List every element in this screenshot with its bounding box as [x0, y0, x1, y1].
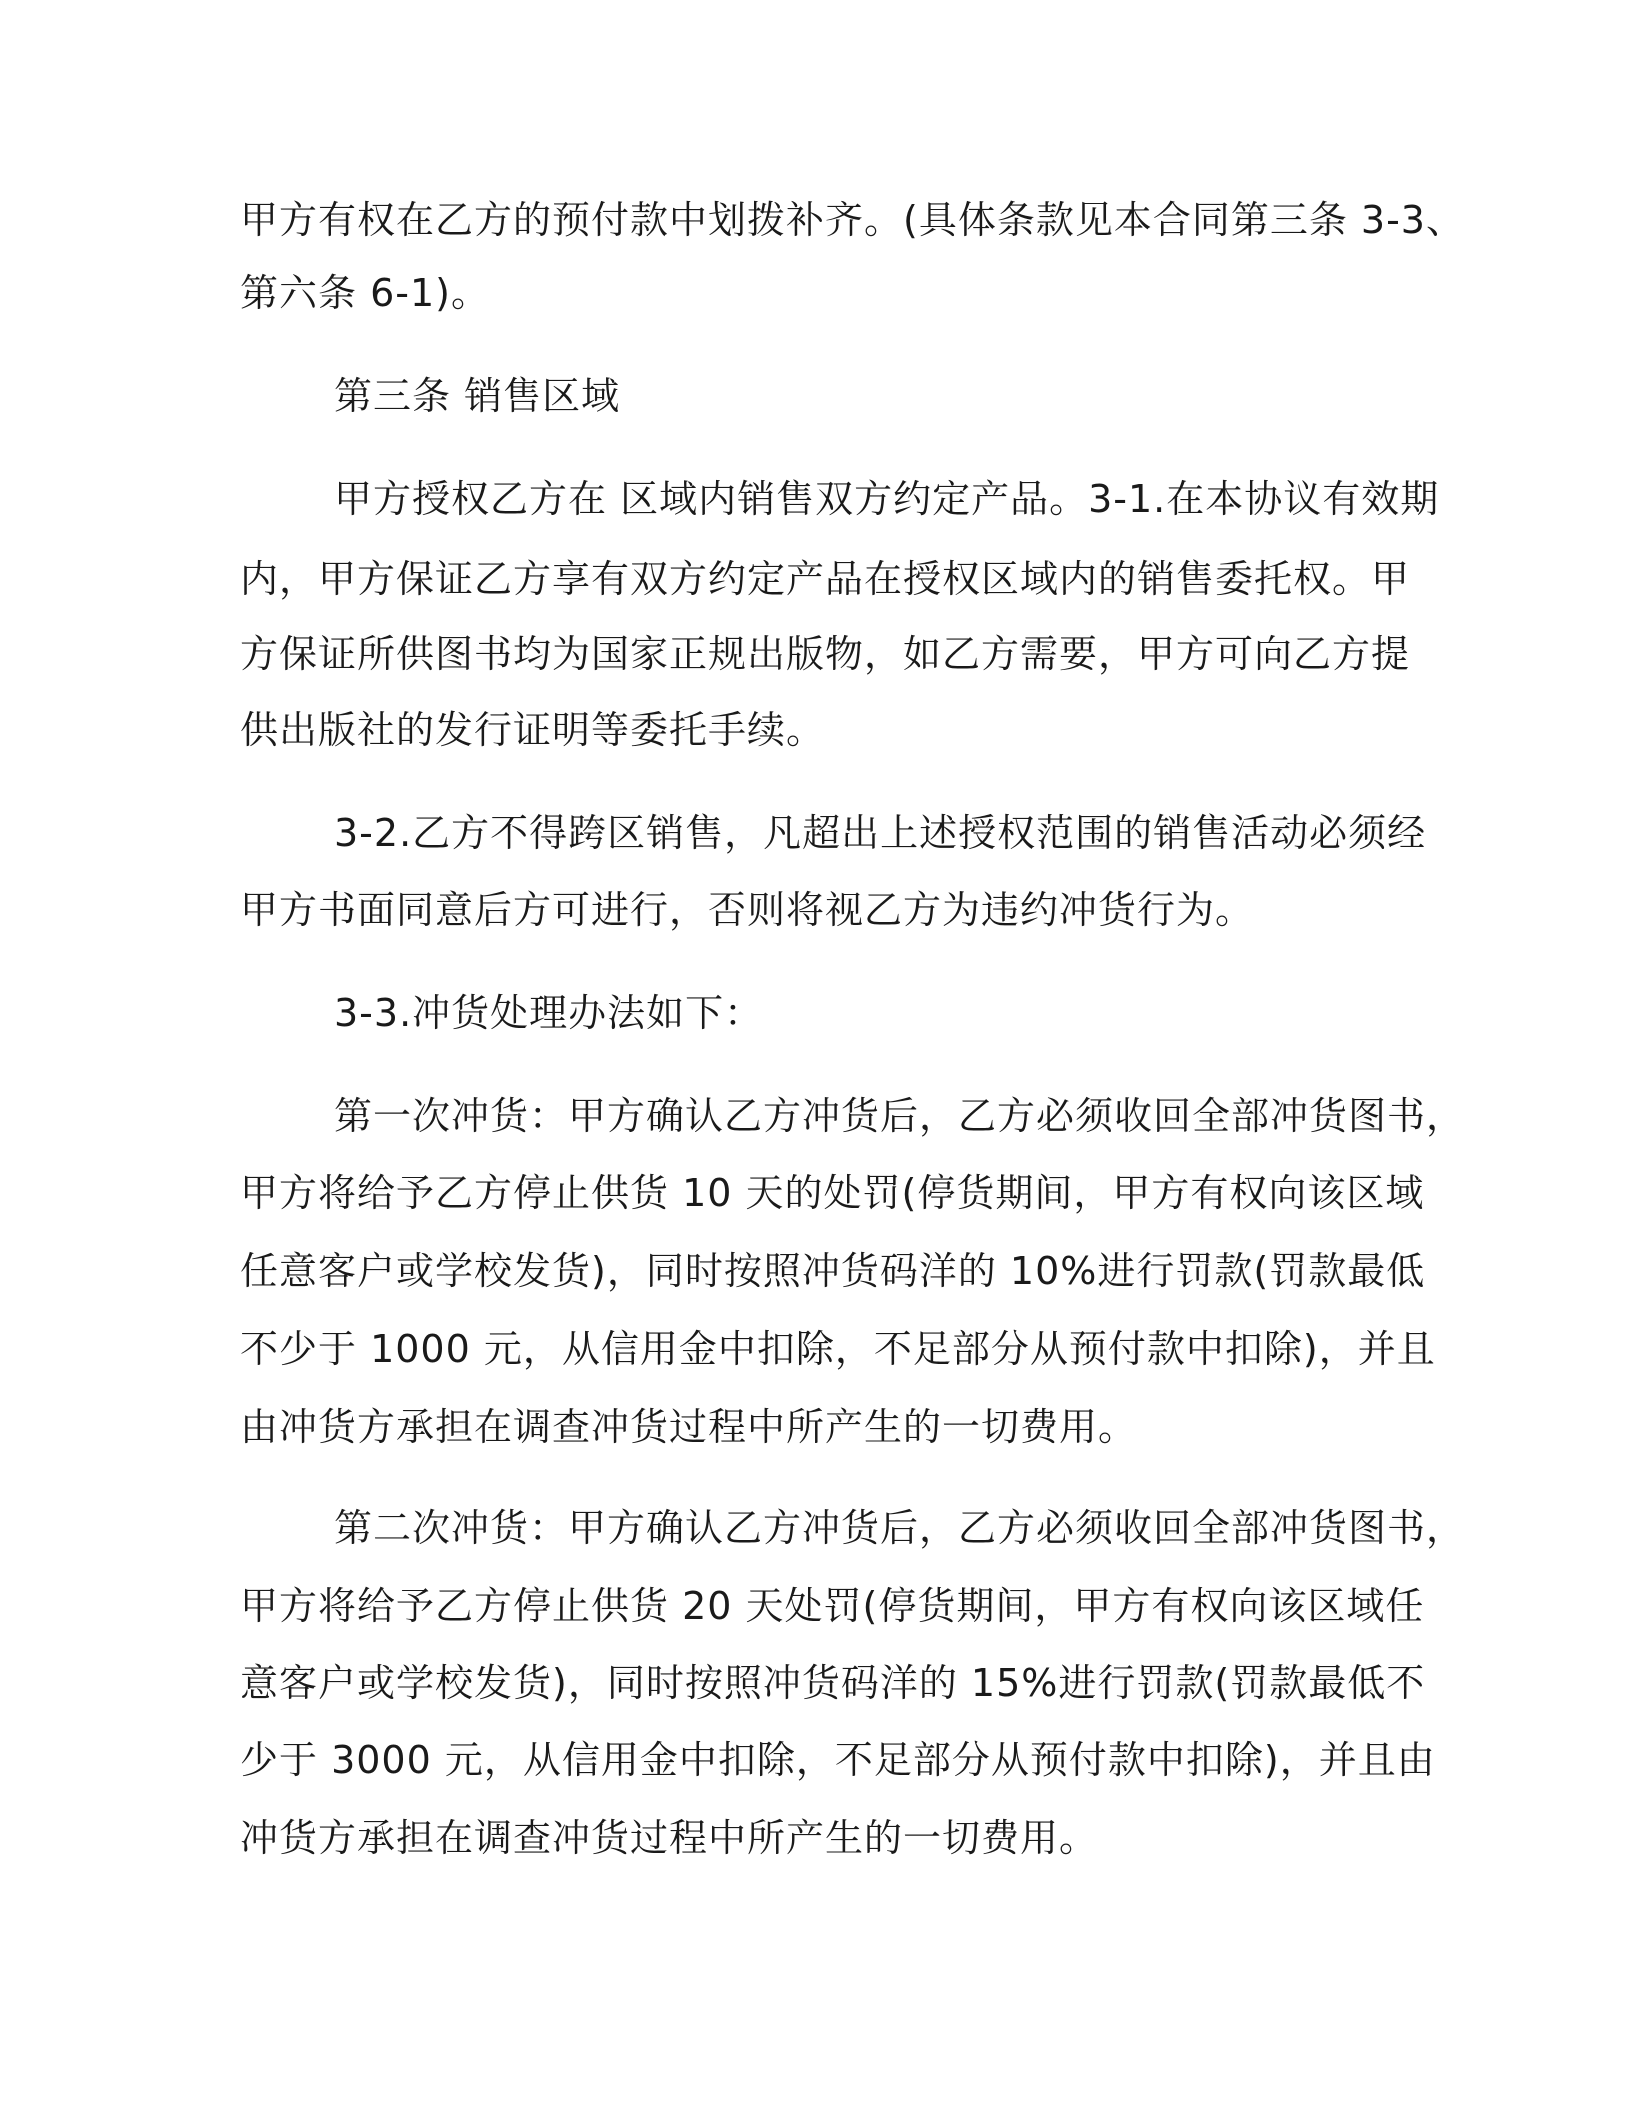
text-line: 甲方书面同意后方可进行，否则将视乙方为违约冲货行为。: [240, 888, 1255, 932]
text-line: 不少于 1000 元，从信用金中扣除，不足部分从预付款中扣除)，并且: [240, 1327, 1436, 1371]
text-line: 第二次冲货：甲方确认乙方冲货后，乙方必须收回全部冲货图书，: [334, 1506, 1466, 1550]
text-line: 3-3.冲货处理办法如下：: [334, 991, 764, 1035]
text-line: 第六条 6-1)。: [240, 271, 490, 315]
text-line: 供出版社的发行证明等委托手续。: [240, 708, 826, 752]
text-line: 意客户或学校发货)，同时按照冲货码洋的 15%进行罚款(罚款最低不: [240, 1661, 1426, 1705]
text-line: 任意客户或学校发货)，同时按照冲货码洋的 10%进行罚款(罚款最低: [240, 1249, 1426, 1293]
text-line: 3-2.乙方不得跨区销售，凡超出上述授权范围的销售活动必须经: [334, 811, 1427, 855]
text-line: 由冲货方承担在调查冲货过程中所产生的一切费用。: [240, 1405, 1138, 1449]
text-line: 冲货方承担在调查冲货过程中所产生的一切费用。: [240, 1816, 1099, 1860]
text-line: 第一次冲货：甲方确认乙方冲货后，乙方必须收回全部冲货图书，: [334, 1094, 1466, 1138]
text-line: 甲方将给予乙方停止供货 20 天处罚(停货期间，甲方有权向该区域任: [240, 1584, 1425, 1628]
text-line: 甲方授权乙方在 区域内销售双方约定产品。3-1.在本协议有效期: [334, 477, 1440, 521]
section-heading: 第三条 销售区域: [334, 374, 621, 418]
text-line: 少于 3000 元，从信用金中扣除，不足部分从预付款中扣除)，并且由: [240, 1738, 1436, 1782]
text-line: 内，甲方保证乙方享有双方约定产品在授权区域内的销售委托权。甲: [240, 557, 1411, 601]
text-line: 方保证所供图书均为国家正规出版物，如乙方需要，甲方可向乙方提: [240, 632, 1411, 676]
text-line: 甲方将给予乙方停止供货 10 天的处罚(停货期间，甲方有权向该区域: [240, 1171, 1425, 1215]
text-line: 甲方有权在乙方的预付款中划拨补齐。(具体条款见本合同第三条 3-3、: [240, 198, 1465, 242]
